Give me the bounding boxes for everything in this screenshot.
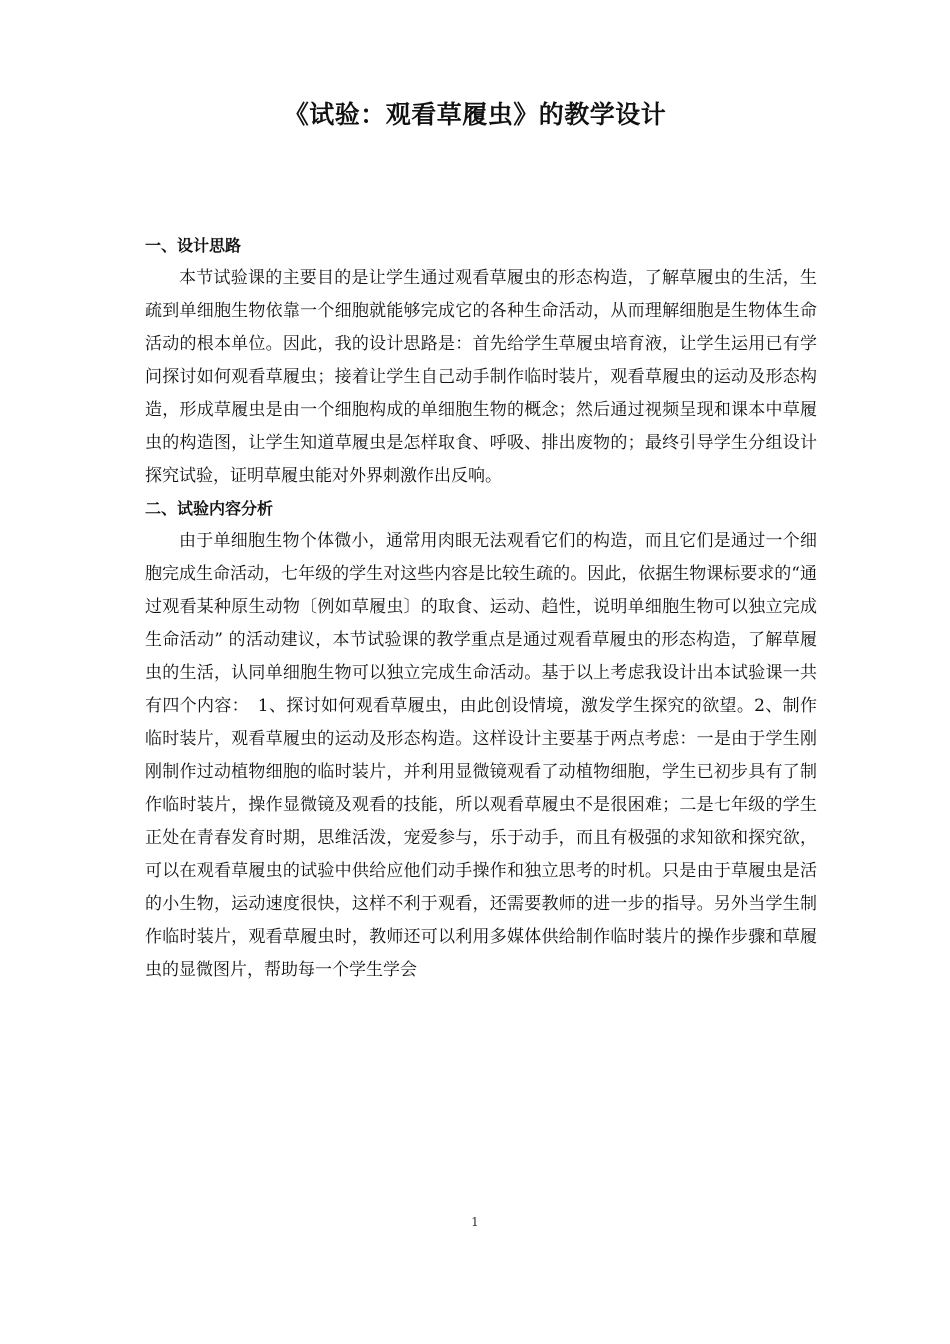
document-title: 《试验：观看草履虫》的教学设计	[283, 100, 667, 129]
document-body	[145, 230, 817, 987]
section-heading: 二、试验内容分析	[145, 499, 274, 518]
section-heading: 一、设计思路	[145, 236, 242, 255]
section-paragraph: 本节试验课的主要目的是让学生通过观看草履虫的形态构造，了解草履虫的生活，生疏到单细胞生物依靠一个细胞就能够完成它的各种生命活动，从而理解细胞是生物体生命活动的根本单位。因此，我的设计思路是：首先给学生草履虫培育液，让学生运用已有学问探讨如何观看草履虫；接着让学生自己动手制作临时装片，观看草履虫的运动及形态构造，形成草履虫是由一个细胞构成的单细胞生物的概念；然后通过视频呈现和课本中草履虫的构造图，让学生知道草履虫是怎样取食、呼吸、排出废物的；最终引导学生分组设计探究试验，证明草履虫能对外界刺激作出反响。	[145, 268, 817, 486]
section-design-idea	[145, 230, 817, 493]
section-paragraph: 由于单细胞生物个体微小，通常用肉眼无法观看它们的构造，而且它们是通过一个细胞完成生命活动，七年级的学生对这些内容是比较生疏的。因此，依据生物课标要求的“通过观看某种原生动物〔例如草履虫〕的取食、运动、趋性，说明单细胞生物可以独立完成生命活动” 的活动建议，本节试验课的教学重点是通过观看草履虫的形态构造，了解草履虫的生活，认同单细胞生物可以独立完成生命活动。基于以上考虑我设计出本试验课一共有四个内容： 1、探讨如何观看草履虫，由此创设情境，激发学生探究的欲望。2、制作临时装片，观看草履虫的运动及形态构造。这样设计主要基于两点考虑：一是由于学生刚刚制作过动植物细胞的临时装片，并利用显微镜观看了动植物细胞，学生已初步具有了制作临时装片，操作显微镜及观看的技能，所以观看草履虫不是很困难；二是七年级的学生正处在青春发育时期，思维活泼，宠爱参与，乐于动手，而且有极强的求知欲和探究欲，可以在观看草履虫的试验中供给应他们动手操作和独立思考的时机。只是由于草履虫是活的小生物，运动速度很快，这样不利于观看，还需要教师的进一步的指导。另外当学生制作临时装片，观看草履虫时，教师还可以利用多媒体供给制作临时装片的操作步骤和草履虫的显微图片，帮助每一个学生学会	[145, 531, 817, 980]
section-content-analysis	[145, 493, 817, 987]
page-number: 1	[471, 1215, 479, 1229]
